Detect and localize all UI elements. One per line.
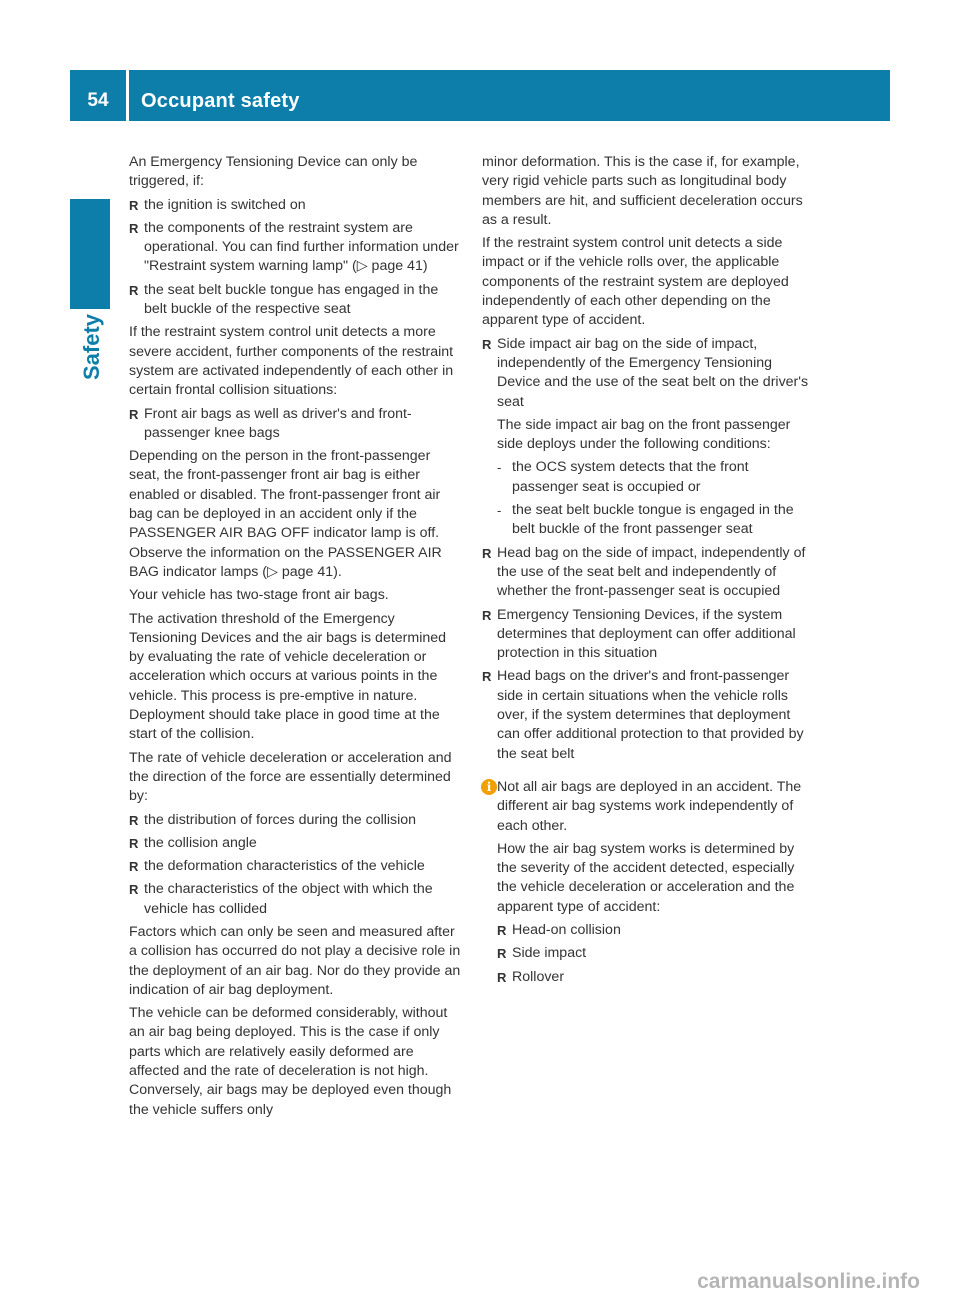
- paragraph: Your vehicle has two-stage front air bags.: [129, 587, 389, 604]
- list-item-subtext: The side impact air bag on the front passenger side deploys under the following conditions:: [497, 416, 791, 453]
- paragraph: The vehicle can be deformed considerably, without an air bag being deployed. This is the case if only parts which are relatively easily deformed are affected and the rate of deceleration is not high. Conversely, air bags may be deployed even though the vehicle suffers only: [129, 1005, 452, 1118]
- bullet-icon: R: [482, 545, 492, 561]
- paragraph: The activation threshold of the Emergency Tensioning Devices and the air bags is determined by evaluating the rate of vehicle deceleration or acceleration which occurs at various points in the vehicle. This process is pre-emptive in nature. Deployment should take place in good time at the start of the collision.: [129, 610, 447, 743]
- dash-icon: -: [497, 460, 502, 476]
- list-item: R the collision angle: [129, 834, 461, 853]
- page-reference-link[interactable]: the components of the restraint system are operational. You can find further information under "Restraint system warning lamp" (▷ page 41): [144, 219, 459, 275]
- info-icon: i: [481, 779, 497, 795]
- list-item: R Head-on collision: [497, 921, 816, 940]
- list-item: R Rollover: [497, 968, 816, 987]
- paragraph: minor deformation. This is the case if, for example, very rigid vehicle parts such as longitudinal body members are hit, and sufficient deceleration occurs as a result.: [482, 154, 803, 228]
- bullet-list: [482, 335, 816, 764]
- bullet-icon: R: [482, 336, 492, 352]
- right-column: [482, 153, 816, 991]
- paragraph: Factors which can only be seen and measured after a collision has occurred do not play a decisive role in the deployment of an air bag. Nor do they provide an indication of air bag deployment.: [129, 923, 461, 998]
- list-item: R Head bags on the driver's and front-passenger side in certain situations when the vehicle rolls over, if the system determines that deployment can offer additional protection to that provided by the seat belt: [482, 668, 804, 762]
- page-number: 54: [87, 90, 109, 111]
- header-divider: [126, 70, 129, 121]
- bullet-icon: R: [129, 220, 139, 236]
- list-item: R Side impact: [497, 944, 816, 963]
- bullet-icon: R: [129, 835, 139, 851]
- paragraph: The rate of vehicle deceleration or acceleration and the direction of the force are essentially determined by:: [129, 749, 452, 805]
- bullet-icon: R: [129, 406, 139, 422]
- list-item: R the ignition is switched on: [129, 196, 461, 215]
- info-note: [482, 778, 816, 987]
- dash-item: - the OCS system detects that the front passenger seat is occupied or: [497, 459, 749, 495]
- bullet-list: [129, 405, 461, 444]
- dash-icon: -: [497, 503, 502, 519]
- paragraph: An Emergency Tensioning Device can only be triggered, if:: [129, 154, 418, 190]
- bullet-icon: R: [129, 859, 139, 875]
- list-item: R Head bag on the side of impact, independently of the use of the seat belt and independently of whether the front-passenger seat is occupied: [482, 544, 806, 600]
- dash-item: - the seat belt buckle tongue is engaged in the belt buckle of the front passenger seat: [497, 502, 794, 538]
- paragraph: Depending on the person in the front-passenger seat, the front-passenger front air bag is either enabled or disabled. The front-passenger front air bag can be deployed in an accident only if the PASSENGER AIR BAG OFF indicator lamp is off. Observe the information on the PASSENGER AIR BAG indicator lamps (▷ page 41).: [129, 448, 442, 580]
- bullet-icon: R: [129, 882, 139, 898]
- bullet-icon: R: [482, 669, 492, 685]
- bullet-icon: R: [482, 607, 492, 623]
- list-item-text: Side impact air bag on the side of impact, independently of the Emergency Tensioning Device and the use of the seat belt on the driver's seat: [497, 335, 809, 410]
- list-item: [482, 335, 816, 540]
- side-tab-label: Safety: [79, 313, 104, 380]
- list-item: R the deformation characteristics of the vehicle: [129, 857, 461, 876]
- list-item: R the characteristics of the object with which the vehicle has collided: [129, 881, 433, 917]
- list-item: R the seat belt buckle tongue has engaged in the belt buckle of the respective seat: [129, 281, 439, 318]
- dash-list: [497, 458, 816, 539]
- footer-watermark: carmanualsonline.info: [697, 1270, 920, 1293]
- bullet-list: [129, 196, 461, 320]
- bullet-icon: R: [497, 946, 507, 962]
- list-item: R the distribution of forces during the collision: [129, 811, 461, 830]
- left-column: [129, 153, 461, 1124]
- bullet-icon: R: [497, 969, 507, 985]
- side-tab-block: [70, 199, 110, 309]
- paragraph: If the restraint system control unit detects a more severe accident, further components of the restraint system are activated independently of each other in certain frontal collision situations:: [129, 324, 454, 399]
- list-item: [129, 219, 461, 277]
- list-item: R Emergency Tensioning Devices, if the system determines that deployment can offer additional protection in this situation: [482, 606, 796, 662]
- bullet-icon: R: [497, 922, 507, 938]
- bullet-icon: R: [129, 812, 139, 828]
- bullet-icon: R: [129, 197, 139, 213]
- paragraph: If the restraint system control unit detects a side impact or if the vehicle rolls over, the applicable components of the restraint system are deployed independently of each other depending on the apparent type of accident.: [482, 235, 789, 329]
- paragraph: How the air bag system works is determined by the severity of the accident detected, especially the vehicle deceleration or acceleration and the apparent type of accident:: [497, 840, 795, 915]
- section-title: Occupant safety: [141, 90, 300, 112]
- bullet-list: [497, 921, 816, 987]
- paragraph: Not all air bags are deployed in an accident. The different air bag systems work independently of each other.: [497, 778, 802, 834]
- list-item: R Front air bags as well as driver's and front-passenger knee bags: [129, 405, 412, 441]
- bullet-icon: R: [129, 282, 139, 298]
- bullet-list: [129, 811, 461, 919]
